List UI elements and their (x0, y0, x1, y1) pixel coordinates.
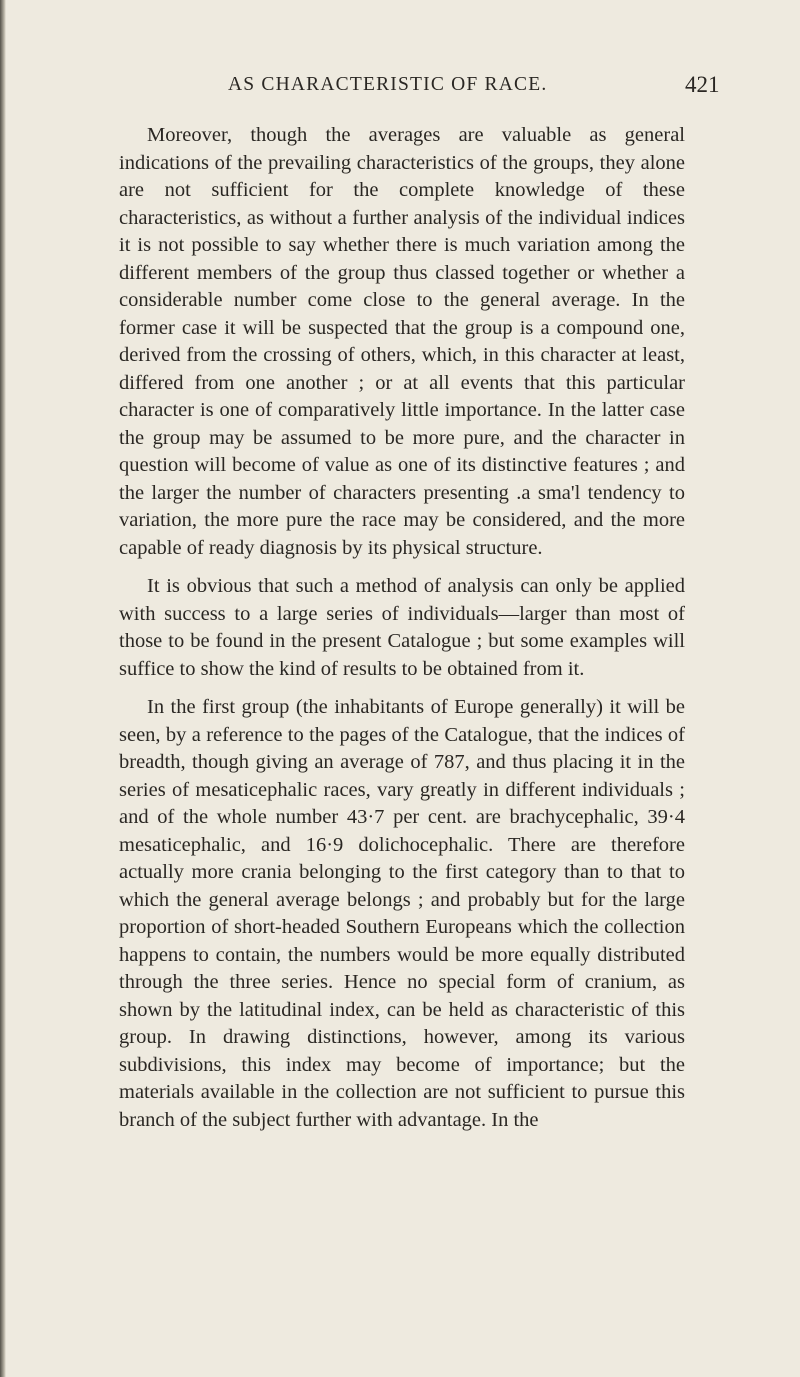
running-title: AS CHARACTERISTIC OF RACE. (228, 74, 548, 95)
body-text (119, 122, 685, 1134)
paragraph-2: It is obvious that such a method of analysis can only be applied with success to a large series of individuals—larger than most of those to be found in the present Catalogue ; but some examples will suffice to show the kind of results to be obtained from it. (119, 575, 685, 680)
binding-shadow (0, 0, 6, 1377)
paragraph-3: In the first group (the inhabitants of Europe generally) it will be seen, by a reference to the pages of the Catalogue, that the indices of breadth, though giving an average of 787, and thus placing it in the series of mesaticephalic races, vary greatly in different individuals ; and of the whole number 43·7 per cent. are brachycephalic, 39·4 mesaticephalic, and 16·9 dolichocephalic. There are therefore actually more crania belonging to the first category than to that to which the general average belongs ; and probably but for the large proportion of short-headed Southern Europeans which the collection happens to contain, the numbers would be more equally distributed through the three series. Hence no special form of cranium, as shown by the latitudinal index, can be held as characteristic of this group. In drawing distinctions, however, among its various subdivisions, this index may become of importance; but the materials available in the collection are not sufficient to pursue this branch of the subject further with advantage. In the (119, 696, 685, 1131)
paragraph-1: Moreover, though the averages are valuable as general indications of the prevailing characteristics of the groups, they alone are not sufficient for the complete knowledge of these characteristics, as without a further analysis of the individual indices it is not possible to say whether there is much variation among the different members of the group thus classed together or whether a considerable number come close to the general average. In the former case it will be suspected that the group is a compound one, derived from the crossing of others, which, in this character at least, differed from one another ; or at all events that this particular character is one of comparatively little importance. In the latter case the group may be assumed to be more pure, and the character in question will become of value as one of its distinctive features ; and the larger the number of characters presenting .a sma'l tendency to variation, the more pure the race may be considered, and the more capable of ready diagnosis by its physical structure. (119, 124, 685, 559)
page-number: 421 (685, 72, 720, 97)
running-head (0, 74, 800, 102)
